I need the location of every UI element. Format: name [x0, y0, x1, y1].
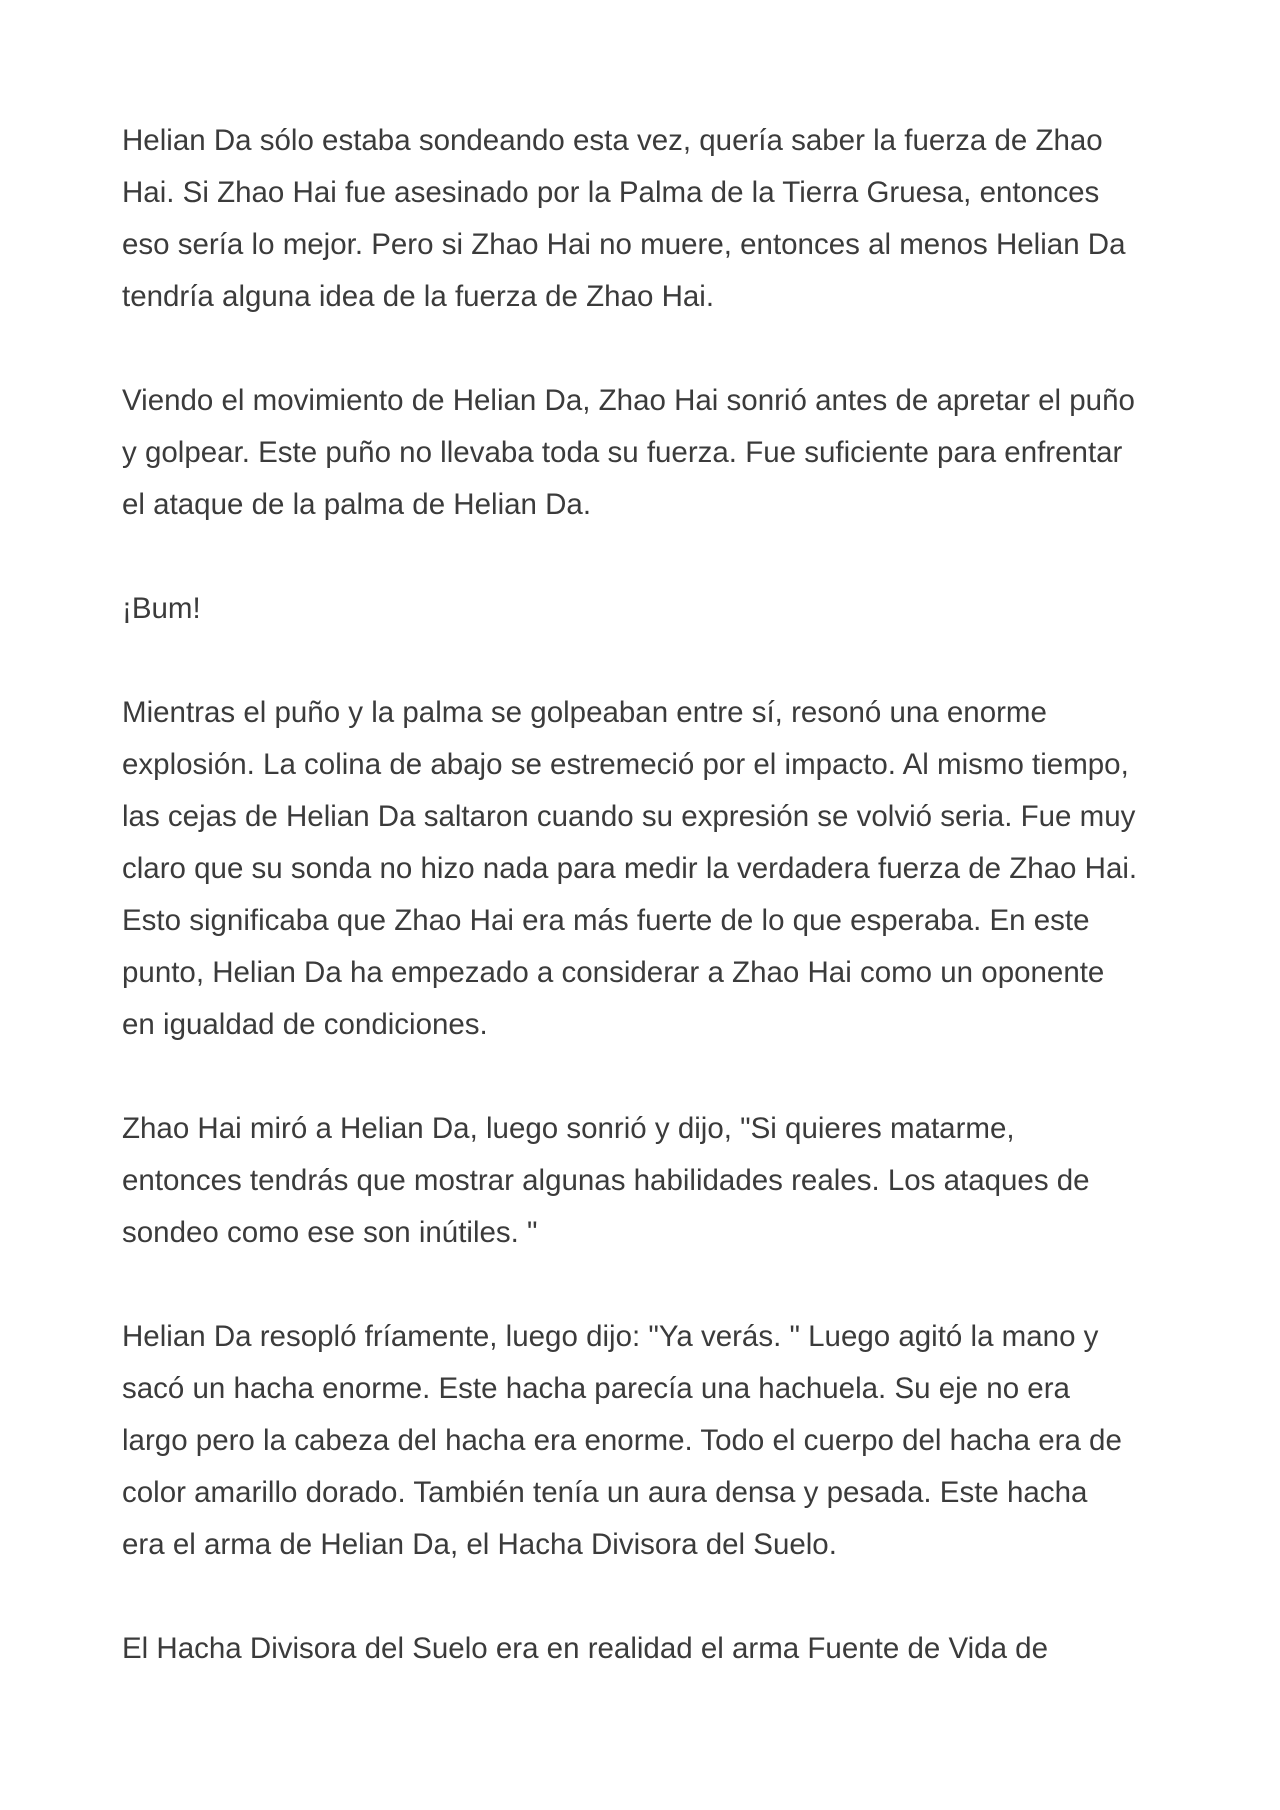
paragraph-6: Helian Da resopló fríamente, luego dijo: "Ya verás. " Luego agitó la mano y sacó un hacha enorme. Este hacha parecía una hachuela. Su eje no era largo pero la cabeza del hacha era enorme. Todo el cuerpo del hacha era de color amarillo dorado. También tenía un aura densa y pesada. Este hacha era el arma de Helian Da, el Hacha Divisora del Suelo. [122, 1320, 1122, 1561]
paragraph-4: Mientras el puño y la palma se golpeaban entre sí, resonó una enorme explosión. La colina de abajo se estremeció por el impacto. Al mismo tiempo, las cejas de Helian Da saltaron cuando su expresión se volvió seria. Fue muy claro que su sonda no hizo nada para medir la verdadera fuerza de Zhao Hai. Esto significaba que Zhao Hai era más fuerte de lo que esperaba. En este punto, Helian Da ha empezado a considerar a Zhao Hai como un oponente en igualdad de condiciones. [122, 696, 1138, 1041]
paragraph-2: Viendo el movimiento de Helian Da, Zhao Hai sonrió antes de apretar el puño y golpear. Este puño no llevaba toda su fuerza. Fue suficiente para enfrentar el ataque de la palma de Helian Da. [122, 384, 1135, 521]
paragraph-1: Helian Da sólo estaba sondeando esta vez, quería saber la fuerza de Zhao Hai. Si Zhao Hai fue asesinado por la Palma de la Tierra Gruesa, entonces eso sería lo mejor. Pero si Zhao Hai no muere, entonces al menos Helian Da tendría alguna idea de la fuerza de Zhao Hai. [122, 124, 1126, 313]
paragraph-5: Zhao Hai miró a Helian Da, luego sonrió y dijo, "Si quieres matarme, entonces tendrás que mostrar algunas habilidades reales. Los ataques de sondeo como ese son inútiles. " [122, 1112, 1090, 1249]
paragraph-7: El Hacha Divisora del Suelo era en realidad el arma Fuente de Vida de [122, 1632, 1048, 1665]
paragraph-3: ¡Bum! [122, 592, 201, 625]
document-body [122, 115, 1172, 1727]
